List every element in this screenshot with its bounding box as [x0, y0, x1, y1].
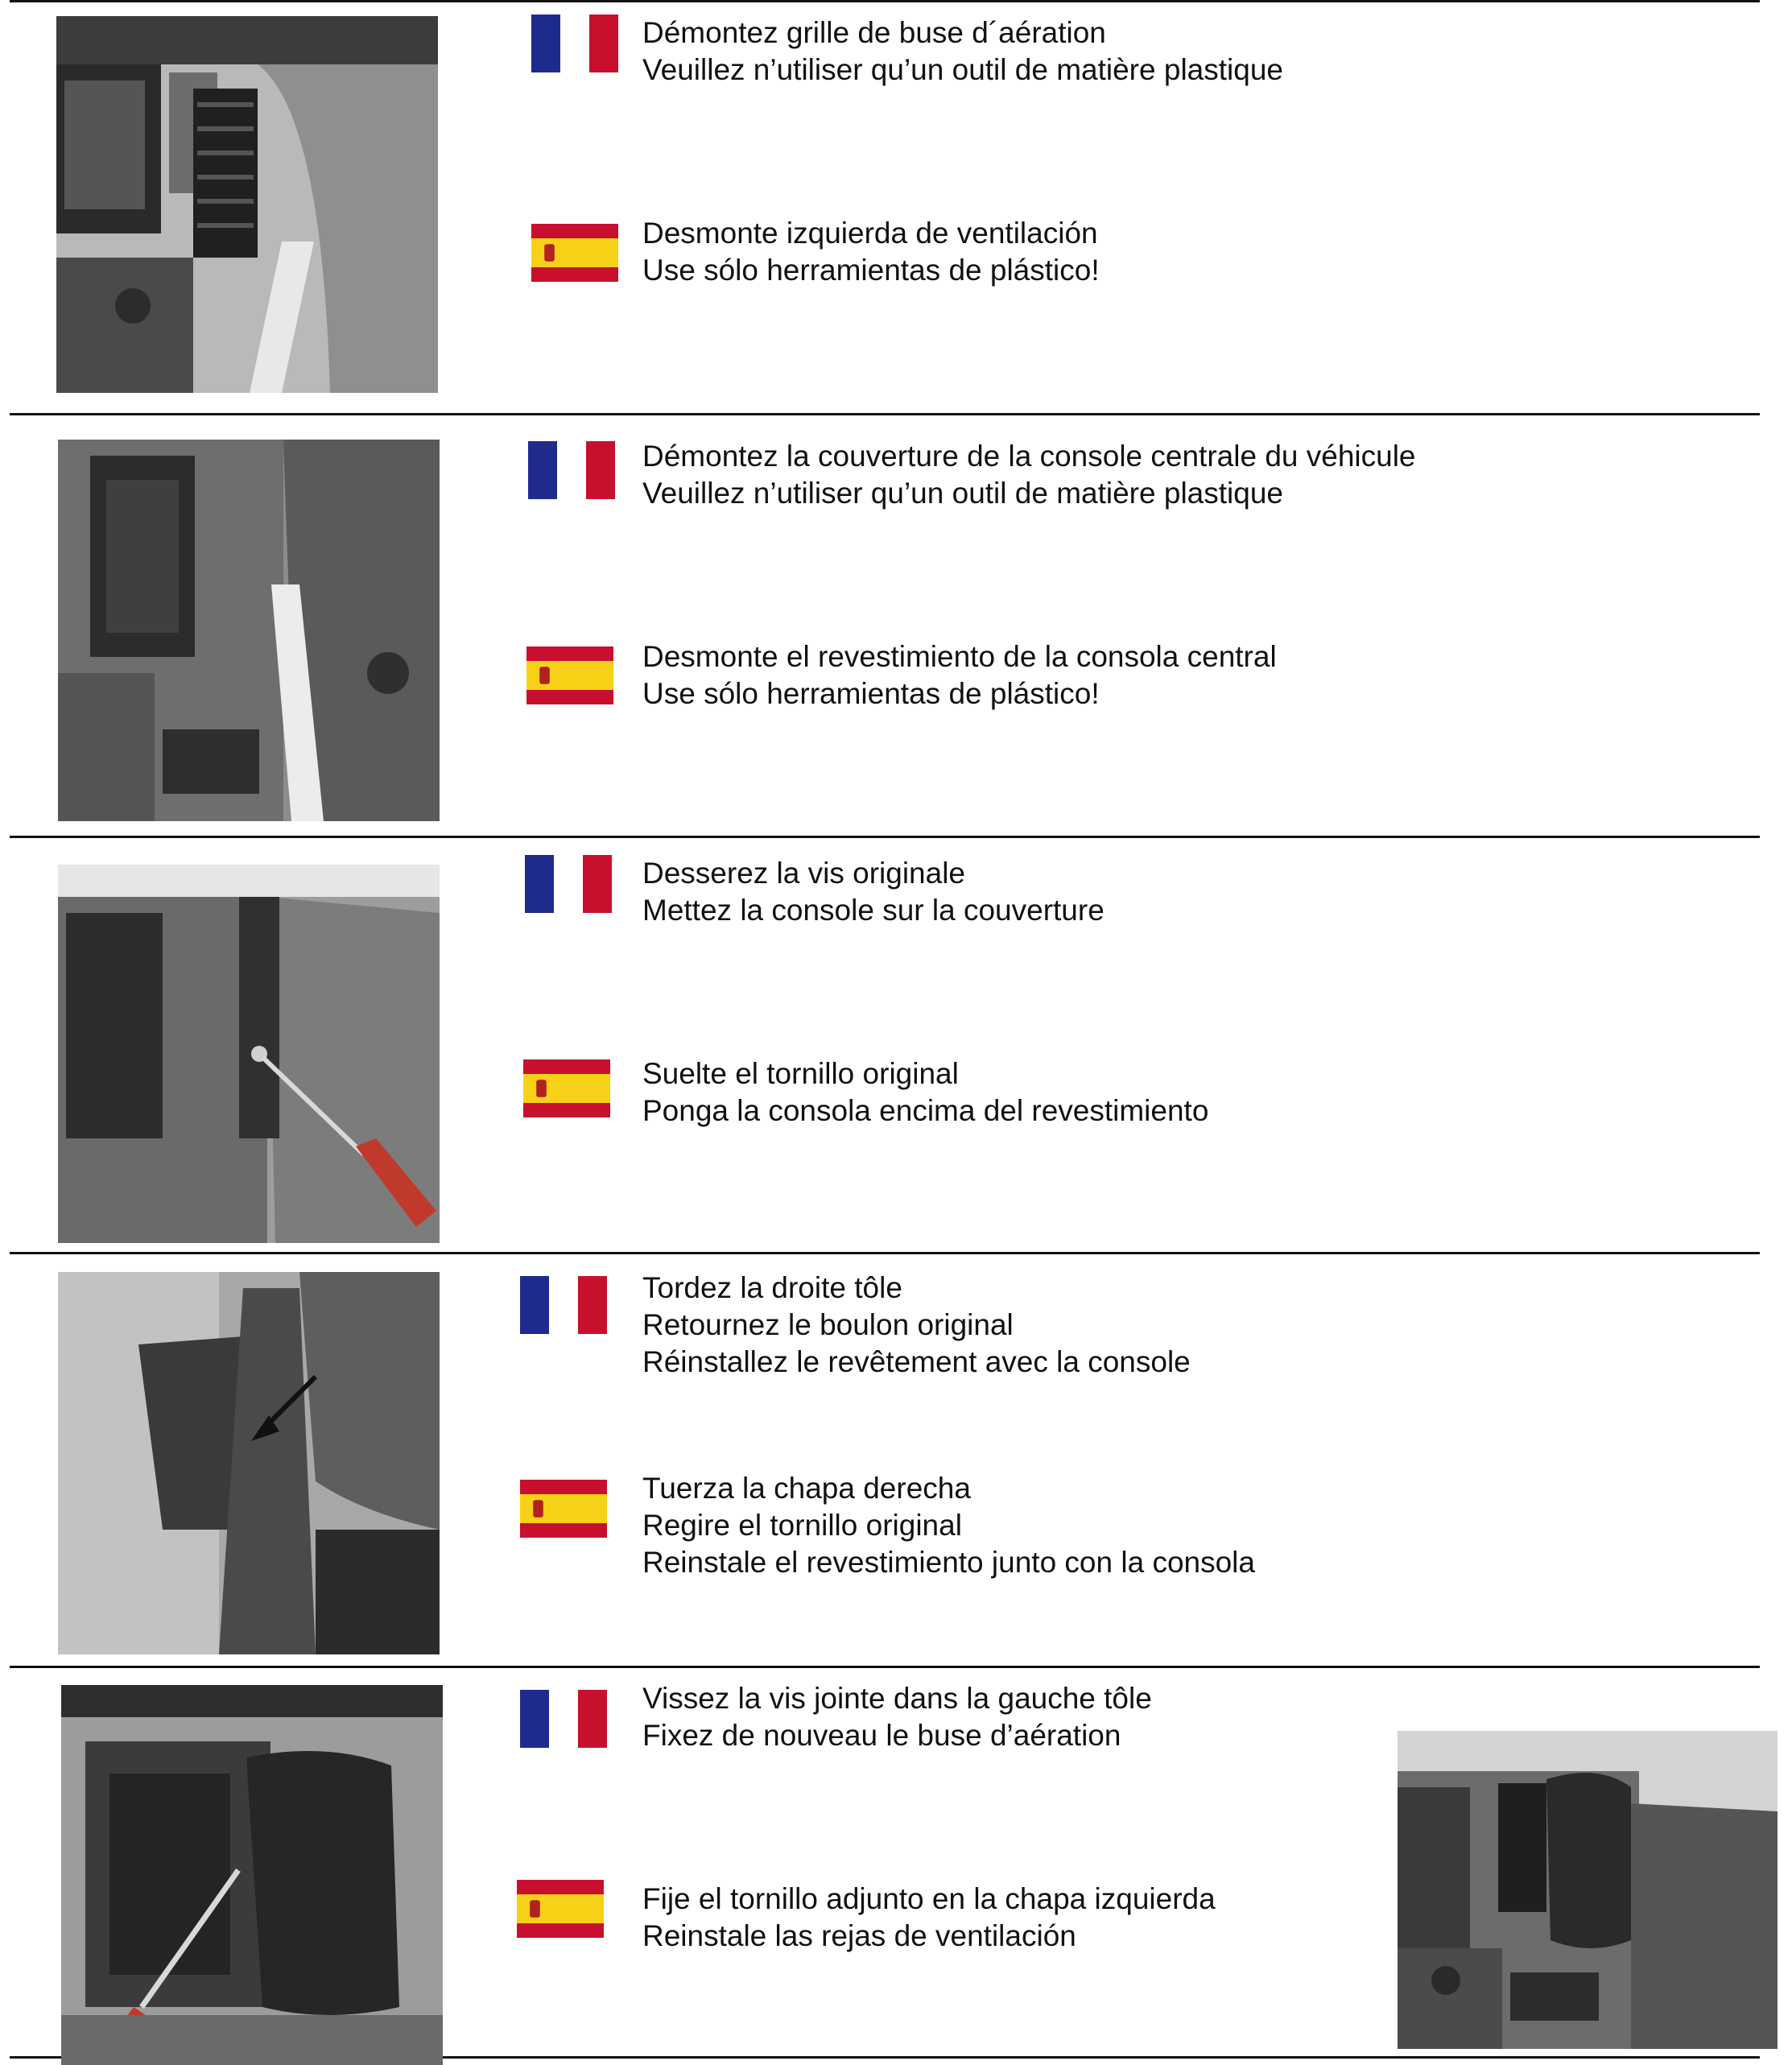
spanish-flag-icon: [520, 1480, 607, 1538]
instruction-line: Tuerza la chapa derecha: [642, 1472, 971, 1505]
instruction-line: Use sólo herramientas de plástico!: [642, 254, 1100, 287]
instruction-line: Desmonte el revestimiento de la consola central: [642, 640, 1277, 673]
french-flag-icon: [531, 14, 618, 72]
french-flag-icon: [525, 855, 612, 913]
instruction-line: Use sólo herramientas de plástico!: [642, 677, 1100, 710]
french-flag-icon: [528, 441, 615, 499]
spanish-instructions: [642, 215, 1100, 289]
french-instructions: [642, 1680, 1152, 1754]
spanish-instructions: [642, 1055, 1208, 1130]
section-divider: [10, 0, 1760, 2]
instruction-line: Mettez la console sur la couverture: [642, 894, 1105, 927]
spanish-instructions: [642, 1470, 1255, 1581]
instruction-line: Ponga la consola encima del revestimiento: [642, 1094, 1209, 1127]
section-divider: [10, 836, 1760, 838]
spanish-instructions: [642, 638, 1277, 712]
instruction-line: Démontez la couverture de la console centrale du véhicule: [642, 440, 1416, 473]
instruction-line: Fije el tornillo adjunto en la chapa izquierda: [642, 1882, 1216, 1915]
spanish-flag-icon: [526, 646, 613, 704]
finished-installation-photo: [1398, 1731, 1778, 2049]
instruction-line: Suelte el tornillo original: [642, 1057, 959, 1090]
spanish-flag-icon: [523, 1059, 610, 1117]
section-divider: [10, 1666, 1760, 1668]
instruction-line: Fixez de nouveau le buse d’aération: [642, 1719, 1121, 1752]
bent-metal-tab-arrow-photo: [58, 1272, 440, 1654]
instruction-line: Desmonte izquierda de ventilación: [642, 217, 1098, 250]
french-instructions: [642, 1270, 1191, 1381]
french-instructions: [642, 438, 1416, 512]
french-flag-icon: [520, 1276, 607, 1334]
spanish-instructions: [642, 1881, 1216, 1955]
instruction-line: Démontez grille de buse d´aération: [642, 16, 1106, 49]
instruction-line: Retournez le boulon original: [642, 1308, 1014, 1341]
instruction-line: Regire el tornillo original: [642, 1509, 962, 1542]
screwdriver-original-screw-photo: [58, 865, 440, 1243]
instruction-line: Vissez la vis jointe dans la gauche tôle: [642, 1682, 1152, 1715]
section-divider: [10, 413, 1760, 415]
french-instructions: [642, 14, 1283, 89]
dashboard-vent-pry-tool-photo: [56, 16, 438, 393]
instruction-line: Veuillez n’utiliser qu’un outil de matière plastique: [642, 477, 1283, 510]
spanish-flag-icon: [517, 1880, 604, 1938]
instruction-line: Reinstale las rejas de ventilación: [642, 1919, 1076, 1952]
instruction-line: Reinstale el revestimiento junto con la consola: [642, 1546, 1255, 1579]
instruction-line: Réinstallez le revêtement avec la console: [642, 1345, 1191, 1378]
instruction-line: Veuillez n’utiliser qu’un outil de matière plastique: [642, 53, 1283, 86]
instruction-line: Tordez la droite tôle: [642, 1271, 902, 1304]
center-console-cover-pry-photo: [58, 440, 440, 821]
mounted-console-screw-photo: [61, 1685, 443, 2065]
spanish-flag-icon: [531, 224, 618, 282]
french-flag-icon: [520, 1690, 607, 1748]
instruction-line: Desserez la vis originale: [642, 857, 966, 890]
section-divider: [10, 1252, 1760, 1254]
french-instructions: [642, 855, 1105, 929]
